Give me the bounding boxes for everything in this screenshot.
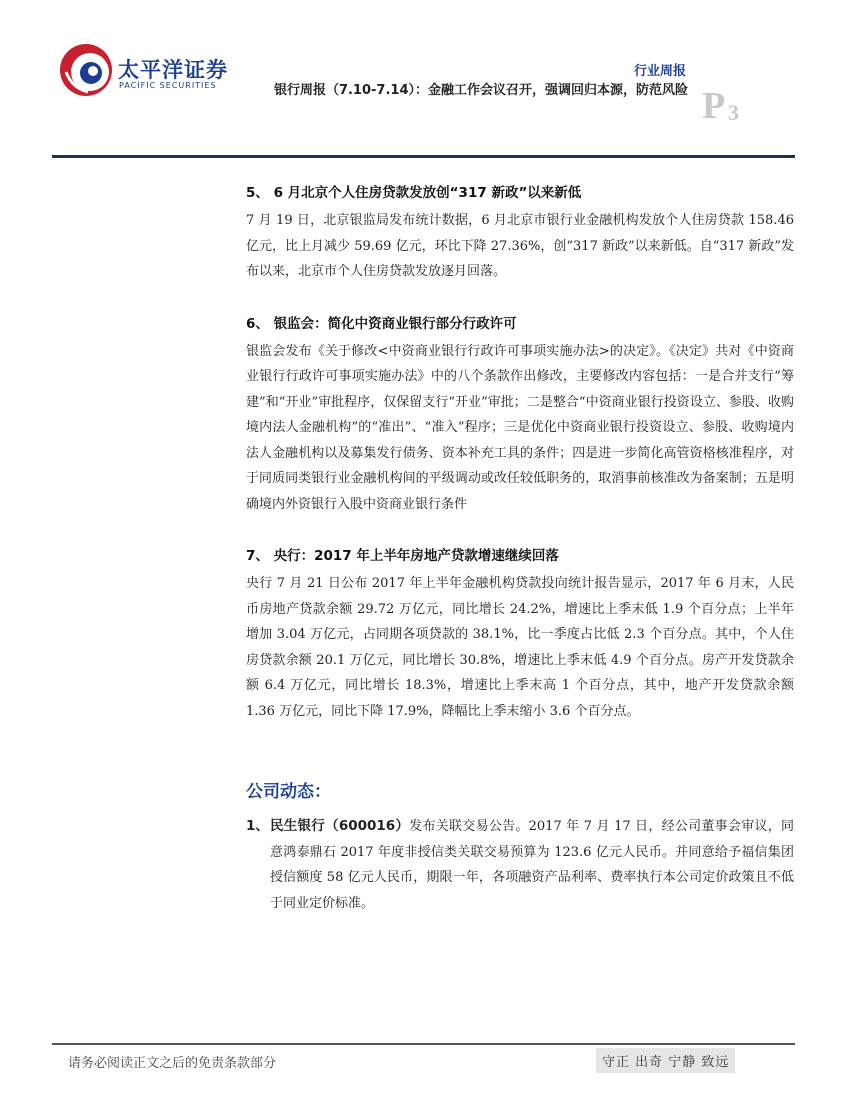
page-letter: P bbox=[702, 85, 726, 127]
news-section bbox=[246, 182, 794, 285]
section-heading: 7、 央行：2017 年上半年房地产贷款增速继续回落 bbox=[246, 548, 559, 564]
item-text bbox=[270, 814, 794, 916]
logo-english-name: PACIFIC SECURITIES bbox=[119, 81, 217, 90]
footer-divider bbox=[52, 1043, 795, 1045]
item-number: 1、 bbox=[246, 818, 269, 834]
section-body: 7 月 19 日，北京银监局发布统计数据，6 月北京市银行业金融机构发放个人住房贷款 158.46 亿元，比上月减少 59.69 亿元，环比下降 27.36%，创“317 新政”以来新低。自“317 新政”发布以来，北京市个人住房贷款发放逐月回落。 bbox=[246, 213, 794, 279]
item-body: 发布关联交易公告。2017 年 7 月 17 日，经公司董事会审议，同意鸿泰鼎石 2017 年度非授信类关联交易预算为 123.6 亿元人民币。并同意给予福信集团授信额度 58 亿元人民币，期限一年，各项融资产品利率、费率执行本公司定价政策且不低于同业定价标准。 bbox=[270, 819, 794, 911]
logo-name: 太平洋证券 bbox=[118, 58, 228, 82]
header-divider bbox=[52, 155, 795, 158]
document-type: 行业周报 bbox=[633, 64, 686, 79]
news-section bbox=[246, 313, 794, 518]
company-news-item bbox=[246, 814, 794, 916]
section-heading: 5、 6 月北京个人住房贷款发放创“317 新政”以来新低 bbox=[246, 185, 582, 201]
section-heading: 6、 银监会：简化中资商业银行部分行政许可 bbox=[246, 315, 517, 332]
page-number: 3 bbox=[728, 100, 739, 125]
disclaimer-note: 请务必阅读正文之后的免责条款部分 bbox=[68, 1056, 277, 1071]
company-motto: 守正 出奇 宁静 致远 bbox=[596, 1048, 735, 1073]
item-lead: 民生银行（600016） bbox=[270, 818, 410, 834]
report-title: 银行周报（7.10-7.14）：金融工作会议召开，强调回归本源，防范风险 bbox=[273, 83, 688, 98]
news-section bbox=[246, 545, 794, 724]
company-logo bbox=[58, 42, 258, 102]
main-content bbox=[246, 182, 794, 916]
company-news-title: 公司动态： bbox=[246, 782, 331, 802]
pacific-securities-logo-icon bbox=[58, 42, 114, 98]
section-body: 银监会发布《关于修改<中资商业银行行政许可事项实施办法>的决定》。《决定》共对《中资商业银行行政许可事项实施办法》中的八个条款作出修改，主要修改内容包括：一是合并支行“筹建”和“开业”审批程序，仅保留支行“开业”审批；二是整合“中资商业银行投资设立、参股、收购境内法人金融机构”的“准出”、“准入”程序；三是优化中资商业银行投资设立、参股、收购境内法人金融机构以及募集发行债务、资本补充工具的条件；四是进一步简化高管资格核准程序，对于同质同类银行业金融机构间的平级调动或改任较低职务的，取消事前核准改为备案制；五是明确境内外资银行入股中资商业银行条件 bbox=[246, 343, 794, 512]
section-body: 央行 7 月 21 日公布 2017 年上半年金融机构贷款投向统计报告显示，2017 年 6 月末，人民币房地产贷款余额 29.72 万亿元，同比增长 24.2%，增速比上季末低 1.9 个百分点；上半年增加 3.04 万亿元，占同期各项贷款的 38.1%，比一季度占比低 2.3 个百分点。其中，个人住房贷款余额 20.1 万亿元，同比增长 30.8%，增速比上季末低 4.9 个百分点。房产开发贷款余额 6.4 万亿元，同比增长 18.3%，增速比上季末高 1 个百分点，其中，地产开发贷款余额 1.36 万亿元，同比下降 17.9%，降幅比上季末缩小 3.6 个百分点。 bbox=[246, 576, 794, 719]
